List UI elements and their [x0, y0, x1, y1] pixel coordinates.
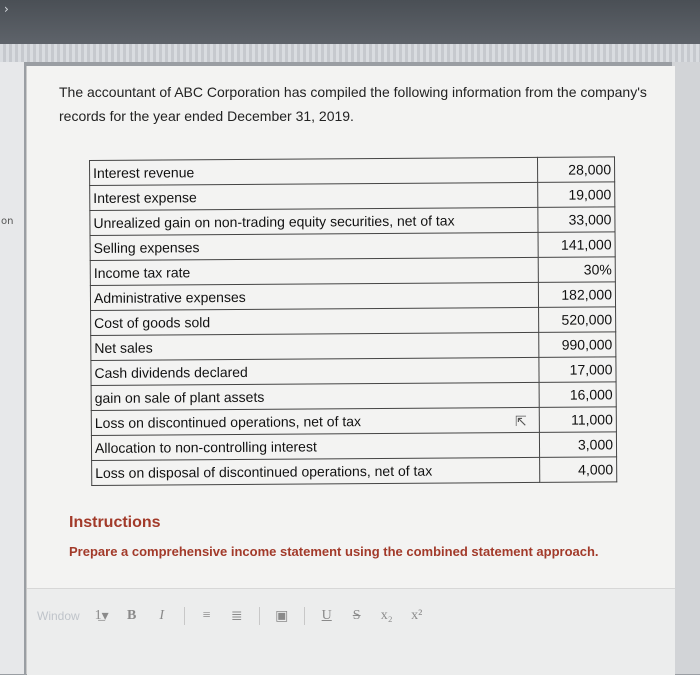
- row-label: gain on sale of plant assets: [91, 382, 539, 410]
- row-label: Cost of goods sold: [91, 307, 539, 335]
- row-amount: 30%: [538, 257, 615, 283]
- table-row: [91, 332, 616, 361]
- sidebar-partial-text: on: [1, 216, 14, 227]
- row-label: Selling expenses: [90, 232, 538, 260]
- chevron-right-icon[interactable]: ›: [4, 2, 9, 16]
- paragraph-format-dropdown[interactable]: [94, 604, 110, 628]
- italic-button[interactable]: I: [159, 608, 165, 623]
- browser-topbar: [0, 0, 700, 44]
- row-label: Unrealized gain on non-trading equity securities, net of tax: [90, 207, 538, 235]
- strikethrough-button[interactable]: S: [352, 608, 361, 623]
- row-amount: 16,000: [539, 382, 616, 408]
- row-amount: 28,000: [537, 157, 614, 183]
- row-amount: 19,000: [538, 182, 615, 208]
- format-icon: 1̲: [94, 608, 102, 623]
- toolbar-divider: [304, 607, 305, 625]
- table-row: [90, 257, 615, 286]
- row-amount: 3,000: [539, 432, 616, 458]
- row-label: Net sales: [91, 332, 539, 360]
- row-amount: 11,000: [539, 407, 616, 433]
- unordered-list-icon[interactable]: ≣: [230, 608, 243, 624]
- right-sidebar-edge: [672, 62, 700, 674]
- toolbar-divider: [184, 607, 185, 625]
- row-amount: 33,000: [538, 207, 615, 233]
- table-row: [91, 307, 616, 336]
- underline-button[interactable]: U: [321, 608, 332, 623]
- question-text: The accountant of ABC Corporation has compiled the following information from the company's records for the year ended December 31, 2019.: [59, 84, 647, 124]
- table-row: [90, 182, 615, 211]
- financial-data-table: [89, 156, 617, 486]
- table-row: [90, 157, 615, 186]
- windows-watermark: Window: [37, 609, 80, 623]
- table-row: [90, 232, 615, 261]
- table-row: [90, 207, 615, 236]
- row-amount: 17,000: [539, 357, 616, 383]
- mouse-cursor-icon: ⇱: [515, 414, 527, 430]
- row-label: Income tax rate: [90, 257, 538, 285]
- row-amount: 990,000: [539, 332, 616, 358]
- row-amount: 141,000: [538, 232, 615, 258]
- answer-editor[interactable]: [27, 588, 675, 675]
- row-label: Allocation to non-controlling interest: [91, 432, 539, 460]
- row-label: Administrative expenses: [90, 282, 538, 310]
- header-stripe: [0, 44, 700, 62]
- table-row: [91, 357, 616, 386]
- table-row: [92, 457, 617, 486]
- row-label: Interest revenue: [90, 157, 538, 185]
- superscript-button[interactable]: x²: [411, 608, 423, 623]
- table-row: [90, 282, 615, 311]
- row-amount: 182,000: [538, 282, 615, 308]
- table-row: [91, 382, 616, 411]
- image-icon[interactable]: ▣: [275, 608, 289, 624]
- row-label: Cash dividends declared: [91, 357, 539, 385]
- instructions-title: Instructions: [69, 514, 161, 531]
- question-panel: [26, 66, 675, 674]
- row-label: Loss on disposal of discontinued operations, net of tax: [92, 457, 540, 485]
- bold-button[interactable]: B: [127, 608, 137, 623]
- row-label: Loss on discontinued operations, net of tax: [91, 407, 539, 435]
- ordered-list-icon[interactable]: ≡: [202, 608, 211, 623]
- table-row: [91, 407, 616, 436]
- chevron-down-icon: ▾: [101, 608, 109, 624]
- toolbar-divider: [259, 607, 260, 625]
- instructions-text: Prepare a comprehensive income statement using the combined statement approach.: [69, 544, 599, 559]
- row-amount: 4,000: [540, 457, 617, 483]
- editor-toolbar: [27, 601, 685, 631]
- table-row: [91, 432, 616, 461]
- row-amount: 520,000: [539, 307, 616, 333]
- left-sidebar-edge: [0, 62, 24, 674]
- row-label: Interest expense: [90, 182, 538, 210]
- subscript-button[interactable]: x₂: [380, 608, 393, 623]
